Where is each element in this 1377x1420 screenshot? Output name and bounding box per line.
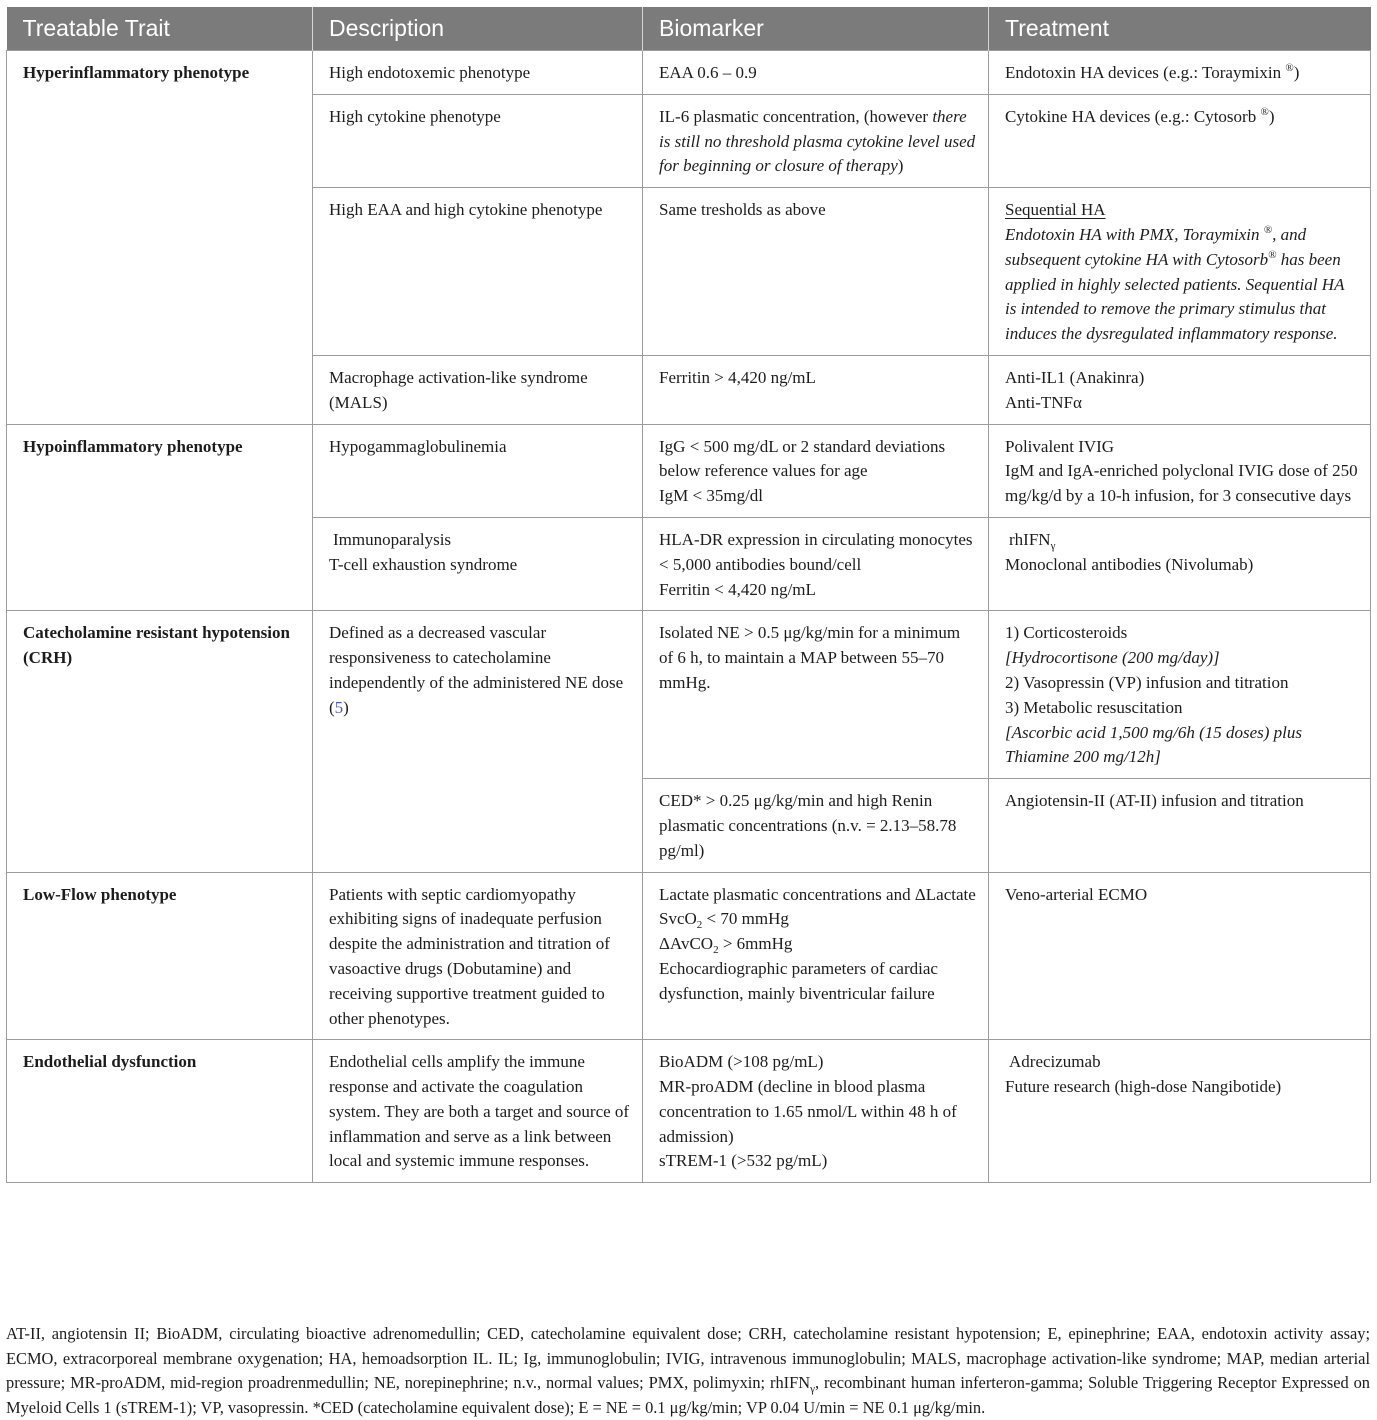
treatable-traits-table: [6, 7, 1371, 1183]
description-cell: Immunoparalysis T-cell exhaustion syndrome: [313, 517, 643, 610]
treatment-cell: Polivalent IVIG IgM and IgA-enriched polyclonal IVIG dose of 250 mg/kg/d by a 10-h infusion, for 3 consecutive days: [989, 424, 1371, 517]
description-cell: High EAA and high cytokine phenotype: [313, 188, 643, 356]
trait-cell: Hypoinflammatory phenotype: [7, 424, 313, 611]
biomarker-cell: Lactate plasmatic concentrations and ΔLactate SvcO$_2$ < 70 mmHg ΔAvCO$_2$ > 6mmHg Echocardiographic parameters of cardiac dysfunction, mainly biventricular failure: [643, 872, 989, 1040]
treatment-cell: rhIFN$_\gamma$ Monoclonal antibodies (Nivolumab): [989, 517, 1371, 610]
treatment-cell: Cytokine HA devices (e.g.: Cytosorb ®): [989, 94, 1371, 187]
biomarker-cell: EAA 0.6 – 0.9: [643, 51, 989, 95]
treatment-cell: Sequential HA Endotoxin HA with PMX, Toraymixin ®, and subsequent cytokine HA with Cytosorb® has been applied in highly selected patients. Sequential HA is intended to remove the primary stimulus that induces the dysregulated inflammatory response.: [989, 188, 1371, 356]
trait-cell: Low-Flow phenotype: [7, 872, 313, 1040]
registered-mark: ®: [1260, 105, 1269, 118]
description-cell: Hypogammaglobulinemia: [313, 424, 643, 517]
description-cell: High cytokine phenotype: [313, 94, 643, 187]
registered-mark: ®: [1263, 223, 1273, 236]
biomarker-cell: Isolated NE > 0.5 μg/kg/min for a minimum of 6 h, to maintain a MAP between 55–70 mmHg.: [643, 611, 989, 779]
biomarker-cell: HLA-DR expression in circulating monocytes < 5,000 antibodies bound/cell Ferritin < 4,420 ng/mL: [643, 517, 989, 610]
biomarker-cell: BioADM (>108 pg/mL) MR-proADM (decline in blood plasma concentration to 1.65 nmol/L within 48 h of admission) sTREM-1 (>532 pg/mL): [643, 1040, 989, 1183]
header-row: [7, 7, 1371, 51]
registered-mark: ®: [1268, 248, 1277, 261]
description-cell: Patients with septic cardiomyopathy exhibiting signs of inadequate perfusion despite the administration and titration of vasoactive drugs (Dobutamine) and receiving supportive treatment guided to other phenotypes.: [313, 872, 643, 1040]
treatment-cell: Endotoxin HA devices (e.g.: Toraymixin ®): [989, 51, 1371, 95]
sequential-ha-title: Sequential HA: [1005, 200, 1106, 220]
table-footnote: AT-II, angiotensin II; BioADM, circulating bioactive adrenomedullin; CED, catecholamine equivalent dose; CRH, catecholamine resistant hypotension; E, epinephrine; EAA, endotoxin activity assay; ECMO, extracorporeal membrane oxygenation; HA, hemoadsorption IL. IL; Ig, immunoglobulin; IVIG, intravenous immunoglobulin; MALS, macrophage activation-like syndrome; MAP, median arterial pressure; MR-proADM, mid-region proadrenmedullin; NE, norepinephrine; n.v., normal values; PMX, polimyxin; rhIFN$_\gamma$, recombinant human inferteron-gamma; Soluble Triggering Receptor Expressed on Myeloid Cells 1 (sTREM-1); VP, vasopressin. *CED (catecholamine equivalent dose); E = NE = 0.1 μg/kg/min; VP 0.04 U/min = NE 0.1 μg/kg/min.: [6, 1324, 1370, 1417]
description-cell: Macrophage activation-like syndrome (MALS): [313, 355, 643, 424]
treatment-cell: Veno-arterial ECMO: [989, 872, 1371, 1040]
table-row: [7, 424, 1371, 517]
table-row: [7, 51, 1371, 95]
description-cell: Defined as a decreased vascular responsiveness to catecholamine independently of the administered NE dose (5): [313, 611, 643, 872]
table-row: [7, 872, 1371, 1040]
table-row: [7, 1040, 1371, 1183]
header-description: Description: [313, 7, 643, 51]
treatment-cell: Anti-IL1 (Anakinra) Anti-TNFα: [989, 355, 1371, 424]
header-treatment: Treatment: [989, 7, 1371, 51]
biomarker-cell: CED* > 0.25 μg/kg/min and high Renin plasmatic concentrations (n.v. = 2.13–58.78 pg/ml): [643, 779, 989, 872]
treatment-cell: Adrecizumab Future research (high-dose Nangibotide): [989, 1040, 1371, 1183]
registered-mark: ®: [1285, 62, 1294, 74]
treatment-cell: 1) Corticosteroids [Hydrocortisone (200 mg/day)] 2) Vasopressin (VP) infusion and titration 3) Metabolic resuscitation [Ascorbic acid 1,500 mg/6h (15 doses) plus Thiamine 200 mg/12h]: [989, 611, 1371, 779]
trait-cell: Endothelial dysfunction: [7, 1040, 313, 1183]
trait-cell: Catecholamine resistant hypotension (CRH): [7, 611, 313, 872]
biomarker-cell: Same tresholds as above: [643, 188, 989, 356]
header-treatable-trait: Treatable Trait: [7, 7, 313, 51]
biomarker-cell: IgG < 500 mg/dL or 2 standard deviations below reference values for age IgM < 35mg/dl: [643, 424, 989, 517]
treatment-cell: Angiotensin-II (AT-II) infusion and titration: [989, 779, 1371, 872]
description-cell: Endothelial cells amplify the immune response and activate the coagulation system. They are both a target and source of inflammation and serve as a link between local and systemic immune responses.: [313, 1040, 643, 1183]
table-row: [7, 611, 1371, 779]
description-cell: High endotoxemic phenotype: [313, 51, 643, 95]
biomarker-cell: Ferritin > 4,420 ng/mL: [643, 355, 989, 424]
biomarker-cell: IL-6 plasmatic concentration, (however there is still no threshold plasma cytokine level used for beginning or closure of therapy): [643, 94, 989, 187]
header-biomarker: Biomarker: [643, 7, 989, 51]
reference-link[interactable]: 5: [334, 697, 344, 717]
trait-cell: Hyperinflammatory phenotype: [7, 51, 313, 425]
